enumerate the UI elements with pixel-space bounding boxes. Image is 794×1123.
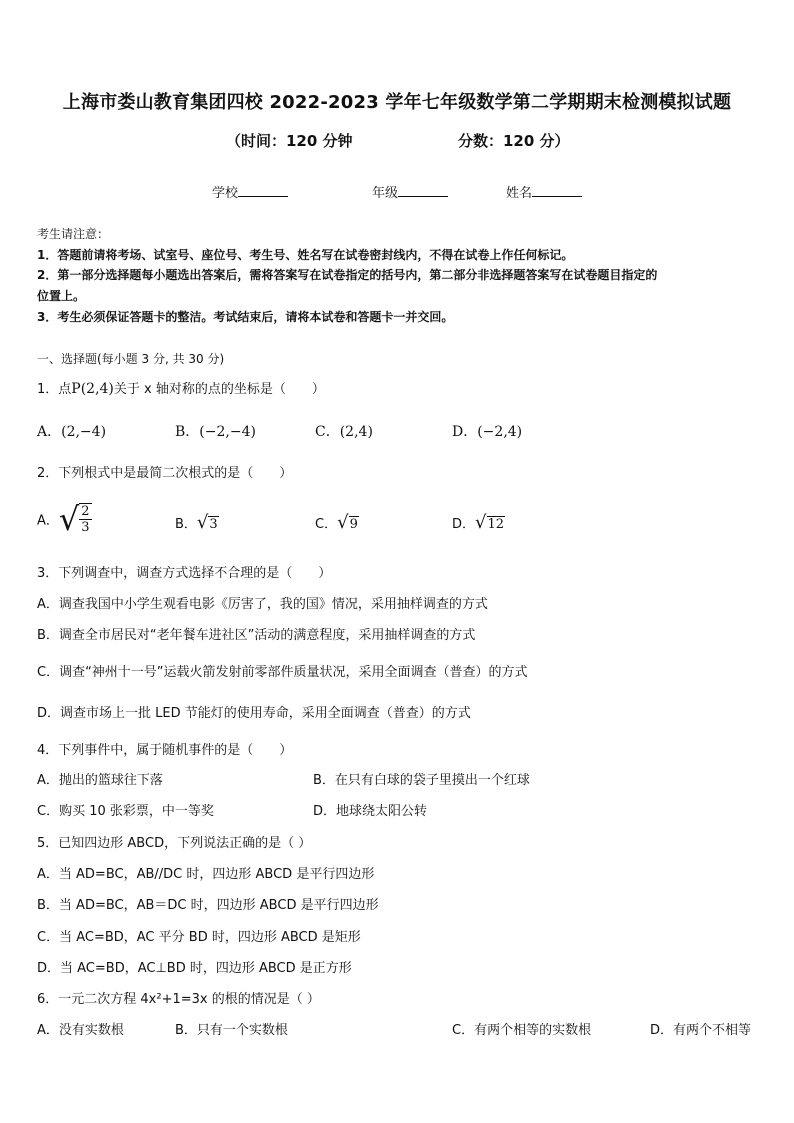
q3-option-b: B．调查全市居民对“老年餐车进社区”活动的满意程度，采用抽样调查的方式 (37, 628, 476, 643)
q4-option-b: B．在只有白球的袋子里摸出一个红球 (313, 773, 530, 788)
note-item: 3．考生必须保证答题卡的整洁。考试结束后，请将本试卷和答题卡一并交回。 (37, 310, 454, 324)
question-6-stem: 6．一元二次方程 4x²+1=3x 的根的情况是（ ） (37, 992, 320, 1007)
question-1-stem: 1．点P(2,4)关于 x 轴对称的点的坐标是（ ） (37, 381, 325, 397)
school-field: 学校 (212, 182, 288, 201)
q1-option-b: B．(−2,−4) (175, 424, 256, 440)
section-heading: 一、选择题(每小题 3 分, 共 30 分) (37, 352, 225, 366)
q1-option-c: C．(2,4) (315, 424, 373, 440)
q2-option-a: A．√ $\frac{2}{3}$ (37, 500, 90, 538)
grade-field: 年级 (372, 182, 448, 201)
q5-option-d: D．当 AC=BD，AC⊥BD 时，四边形 ABCD 是正方形 (37, 961, 352, 976)
name-field: 姓名 (506, 182, 582, 201)
notes-heading: 考生请注意： (37, 227, 110, 241)
q6-option-b: B．只有一个实数根 (175, 1023, 288, 1038)
q6-option-d: D．有两个不相等 (650, 1023, 752, 1038)
q4-option-c: C．购买 10 张彩票，中一等奖 (37, 804, 214, 819)
q6-option-a: A．没有实数根 (37, 1023, 124, 1038)
q5-option-c: C．当 AC=BD，AC 平分 BD 时，四边形 ABCD 是矩形 (37, 930, 361, 945)
exam-score: 分数：120 分） (458, 132, 570, 150)
q6-option-c: C．有两个相等的实数根 (452, 1023, 592, 1038)
q5-option-b: B．当 AD=BC，AB＝DC 时，四边形 ABCD 是平行四边形 (37, 898, 379, 913)
q3-option-d: D．调查市场上一批 LED 节能灯的使用寿命，采用全面调查（普查）的方式 (37, 706, 471, 721)
q2-option-d: D．√12 (452, 512, 505, 533)
question-2-stem: 2．下列根式中是最简二次根式的是（ ） (37, 466, 293, 481)
note-item: 2．第一部分选择题每小题选出答案后，需将答案写在试卷指定的括号内，第二部分非选择题答案写在试卷题目指定的 (37, 268, 658, 282)
q1-option-d: D．(−2,4) (452, 424, 523, 440)
q2-option-c: C．√9 (315, 512, 358, 533)
q1-option-a: A．(2,−4) (37, 424, 107, 440)
question-4-stem: 4．下列事件中，属于随机事件的是（ ） (37, 743, 293, 758)
note-item: 位置上。 (37, 289, 86, 303)
question-5-stem: 5．已知四边形 ABCD，下列说法正确的是（ ） (37, 836, 312, 851)
note-item: 1．答题前请将考场、试室号、座位号、考生号、姓名写在试卷密封线内，不得在试卷上作任何标记。 (37, 248, 574, 262)
exam-title: 上海市娄山教育集团四校 2022-2023 学年七年级数学第二学期期末检测模拟试题 (62, 92, 732, 113)
q4-option-a: A．抛出的篮球往下落 (37, 773, 163, 788)
q3-option-c: C．调查“神州十一号”运载火箭发射前零部件质量状况，采用全面调查（普查）的方式 (37, 665, 528, 680)
exam-time: （时间：120 分钟 (226, 132, 353, 150)
q5-option-a: A．当 AD=BC，AB//DC 时，四边形 ABCD 是平行四边形 (37, 867, 375, 882)
q3-option-a: A．调查我国中小学生观看电影《厉害了，我的国》情况，采用抽样调查的方式 (37, 597, 488, 612)
q2-option-b: B．√3 (175, 512, 218, 533)
question-3-stem: 3．下列调查中，调查方式选择不合理的是（ ） (37, 566, 332, 581)
q4-option-d: D．地球绕太阳公转 (313, 804, 428, 819)
